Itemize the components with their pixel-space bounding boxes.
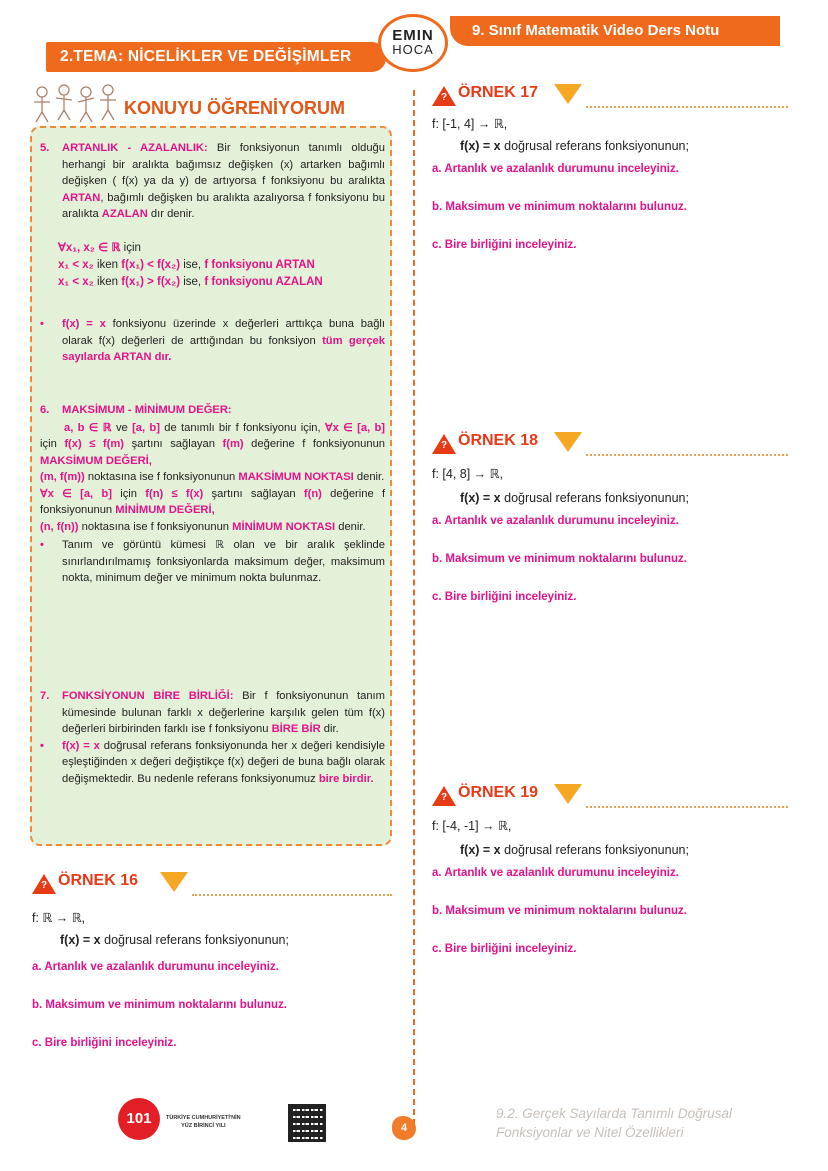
example-domain: f: ℝ → ℝ, [32, 911, 86, 925]
formula-inc-cond: x₁ < x₂ [58, 259, 94, 271]
bullet-icon: • [40, 739, 44, 752]
page-number: 4 [392, 1116, 416, 1140]
s6-icin-2: için [120, 487, 137, 500]
s6-cond-min: f(n) ≤ f(x) [145, 487, 204, 500]
example-17 [432, 84, 792, 284]
s6-denir-2: denir. [338, 520, 366, 533]
warning-icon: ? [432, 86, 456, 106]
arrow-down-icon [554, 784, 582, 804]
section-5-bullet [40, 316, 385, 366]
example-18 [432, 432, 792, 632]
section-6 [40, 402, 385, 587]
example-domain: f: [4, 8] → ℝ, [432, 467, 504, 481]
dotted-rule [586, 806, 788, 808]
example-function [432, 139, 792, 153]
s6-ve: ve [115, 421, 128, 434]
example-16 [32, 872, 394, 1072]
formula-dec-cond: x₁ < x₂ [58, 276, 94, 288]
s6-max-deger: MAKSİMUM DEĞERİ, [40, 454, 152, 467]
s6-min-nokta: MİNİMUM NOKTASI [232, 520, 336, 533]
formula-forall: ∀x₁, x₂ ∈ ℝ [58, 242, 121, 254]
s7-bullet-birebir: bire birdir. [318, 772, 374, 785]
question-a: a. Artanlık ve azalanlık durumunu inceleyiniz. [432, 515, 679, 527]
example-function [32, 933, 394, 947]
example-title: ÖRNEK 18 [458, 432, 539, 449]
bullet-icon: • [40, 539, 44, 551]
question-c: c. Bire birliğini inceleyiniz. [432, 943, 577, 955]
warning-icon: ? [32, 874, 56, 894]
students-doodle-icon [30, 84, 120, 124]
example-desc: doğrusal referans fonksiyonunun; [504, 139, 689, 153]
logo-bottom: HOCA [392, 42, 434, 57]
republic-caption-line-1: TÜRKİYE CUMHURİYETİ'NİN [166, 1115, 241, 1121]
s7-birebir: BİRE BİR [271, 723, 321, 735]
section-5-artan: ARTAN [62, 191, 101, 204]
formula-iken-1: iken [96, 259, 119, 271]
question-a: a. Artanlık ve azalanlık durumunu inceleyiniz. [432, 867, 679, 879]
s6-min-deger: MİNİMUM DEĞERİ, [115, 504, 215, 516]
bullet-fx: f(x) = x [62, 318, 106, 330]
section-5-text-1: Bir fonksiyonun tanımlı olduğu herhangi bir aralıkta bağımsız değişken (x) artarken bağımlı değişken ( f(x) ya da y) de artıyorsa f fonksiyonu bu aralıkta [62, 142, 385, 187]
section-5-text-3: dır denir. [150, 208, 195, 220]
republic-caption [166, 1114, 241, 1130]
dotted-rule [586, 454, 788, 456]
s6-sart-1: şartını sağlayan [131, 438, 215, 450]
example-desc: doğrusal referans fonksiyonunun; [104, 933, 289, 947]
s6-max-point: (m, f(m)) [40, 471, 85, 483]
s6-text-3: noktasına ise f fonksiyonunun [87, 471, 236, 483]
example-title: ÖRNEK 16 [58, 872, 139, 889]
s7-text-1: Bir f fonksiyonunun tanım kümesinde bulunan farklı x değerlerine karşılık gelen tüm f(x) değerleri birbirinden farklı ise f fonksiyonu [62, 690, 385, 735]
s6-ab: a, b ∈ ℝ [64, 421, 112, 434]
question-c: c. Bire birliğini inceleyiniz. [432, 591, 577, 603]
formula-artan: f fonksiyonu ARTAN [204, 259, 315, 271]
section-5 [40, 140, 385, 223]
section-7-number: 7. [40, 690, 50, 702]
section-5-formulas [58, 240, 388, 291]
s6-text-2: değerine f fonksiyonunun [251, 438, 386, 450]
emin-hoca-logo [378, 14, 448, 72]
s7-bullet-fx: f(x) = x [62, 739, 100, 752]
example-desc: doğrusal referans fonksiyonunun; [504, 491, 689, 505]
warning-icon: ? [432, 434, 456, 454]
topic-banner: 2.TEMA: NİCELİKLER VE DEĞİŞİMLER [46, 42, 386, 72]
series-banner: 9. Sınıf Matematik Video Ders Notu [450, 16, 780, 46]
section-6-heading: MAKSİMUM - MİNİMUM DEĞER: [62, 404, 232, 416]
s6-bullet-text: Tanım ve görüntü kümesi ℝ olan ve bir aralık şeklinde sınırlandırılmamış fonksiyonlarda maksimum değer, maksimum nokta, minimum değer ve minimum nokta bulunmaz. [62, 539, 385, 584]
section-7 [40, 688, 385, 787]
bullet-text: fonksiyonu üzerinde x değerleri arttıkça buna bağlı olarak f(x) değerleri de arttığından bu fonksiyon [62, 318, 386, 347]
section-5-heading: ARTANLIK - AZALANLIK: [62, 142, 208, 154]
s7-bullet-text: doğrusal referans fonksiyonunda her x değeri kendisiyle eşleştiğinden x değeri değiştikçe f(x) değeri de buna bağlı olarak değişmektedir. Bu nedenle referans fonksiyonumuz [62, 739, 386, 785]
formula-inc-result: f(x₁) < f(x₂) [121, 259, 181, 271]
example-fx: f(x) = x [60, 933, 101, 947]
s6-forall-1: ∀x ∈ [a, b] [324, 421, 386, 434]
example-19 [432, 784, 792, 984]
formula-dec-result: f(x₁) > f(x₂) [121, 276, 181, 288]
s6-forall-2: ∀x ∈ [a, b] [40, 487, 112, 500]
question-b: b. Maksimum ve minimum noktalarını bulunuz. [432, 201, 687, 213]
question-b: b. Maksimum ve minimum noktalarını bulunuz. [32, 999, 287, 1011]
example-fx: f(x) = x [460, 843, 501, 857]
s6-denir-1: denir. [356, 471, 385, 483]
example-domain: f: [-1, 4] → ℝ, [432, 117, 508, 131]
question-c: c. Bire birliğini inceleyiniz. [32, 1037, 177, 1049]
bullet-icon: • [40, 318, 44, 330]
question-a: a. Artanlık ve azalanlık durumunu inceleyiniz. [432, 163, 679, 175]
formula-ise-2: ise, [183, 276, 202, 288]
arrow-down-icon [554, 84, 582, 104]
s7-text-2: dir. [323, 723, 339, 735]
column-divider [413, 90, 415, 1125]
example-fx: f(x) = x [460, 491, 501, 505]
example-function [432, 843, 792, 857]
republic-caption-line-2: YÜZ BİRİNCİ YILI [181, 1123, 226, 1129]
qr-code-icon[interactable] [288, 1104, 326, 1142]
section-5-azalan: AZALAN [101, 208, 148, 220]
dotted-rule [192, 894, 392, 896]
s6-fm: f(m) [222, 438, 244, 450]
s6-sart-2: şartını sağlayan [211, 487, 296, 500]
section-6-body [40, 420, 385, 536]
example-desc: doğrusal referans fonksiyonunun; [504, 843, 689, 857]
footer-subject [496, 1104, 732, 1142]
example-fx: f(x) = x [460, 139, 501, 153]
question-a: a. Artanlık ve azalanlık durumunu inceleyiniz. [32, 961, 279, 973]
logo-101: 101 [118, 1098, 160, 1140]
s6-icin-1: için [40, 438, 57, 450]
example-title: ÖRNEK 19 [458, 784, 539, 801]
question-b: b. Maksimum ve minimum noktalarını bulunuz. [432, 553, 687, 565]
example-function [432, 491, 792, 505]
arrow-down-icon [160, 872, 188, 892]
arrow-down-icon [554, 432, 582, 452]
s6-max-nokta: MAKSİMUM NOKTASI [238, 471, 354, 483]
s6-min-point: (n, f(n)) [40, 520, 79, 533]
logo-top: EMIN [392, 27, 434, 44]
footer-subject-line-1: 9.2. Gerçek Sayılarda Tanımlı Doğrusal [496, 1106, 732, 1121]
learn-title: KONUYU ÖĞRENİYORUM [124, 98, 346, 118]
formula-iken-2: iken [96, 276, 119, 288]
question-c: c. Bire birliğini inceleyiniz. [432, 239, 577, 251]
question-b: b. Maksimum ve minimum noktalarını bulunuz. [432, 905, 687, 917]
section-5-text-2: , bağımlı değişken bu aralıkta azalıyorsa f fonksiyonu bu aralıkta [62, 191, 385, 220]
dotted-rule [586, 106, 788, 108]
example-domain: f: [-4, -1] → ℝ, [432, 819, 512, 833]
bullet-artan: tüm gerçek sayılarda ARTAN dır. [62, 334, 385, 363]
s6-interval: [a, b] [132, 421, 160, 434]
formula-ise-1: ise, [183, 259, 202, 271]
section-5-number: 5. [40, 142, 50, 154]
s6-text-1: de tanımlı bir f fonksiyonu için, [164, 421, 321, 434]
footer-subject-line-2: Fonksiyonlar ve Nitel Özellikleri [496, 1125, 684, 1140]
s6-text-4: değerine f fonksiyonunun [40, 487, 386, 516]
warning-icon: ? [432, 786, 456, 806]
section-7-heading: FONKSİYONUN BİRE BİRLİĞİ: [62, 690, 234, 702]
section-6-number: 6. [40, 404, 50, 416]
example-title: ÖRNEK 17 [458, 84, 539, 101]
s6-cond-max: f(x) ≤ f(m) [64, 438, 125, 450]
formula-azalan: f fonksiyonu AZALAN [204, 276, 323, 288]
formula-icin: için [123, 242, 141, 254]
s6-fn: f(n) [303, 487, 322, 500]
s6-text-5: noktasına ise f fonksiyonunun [81, 520, 230, 533]
section-5-paragraph [62, 140, 385, 223]
